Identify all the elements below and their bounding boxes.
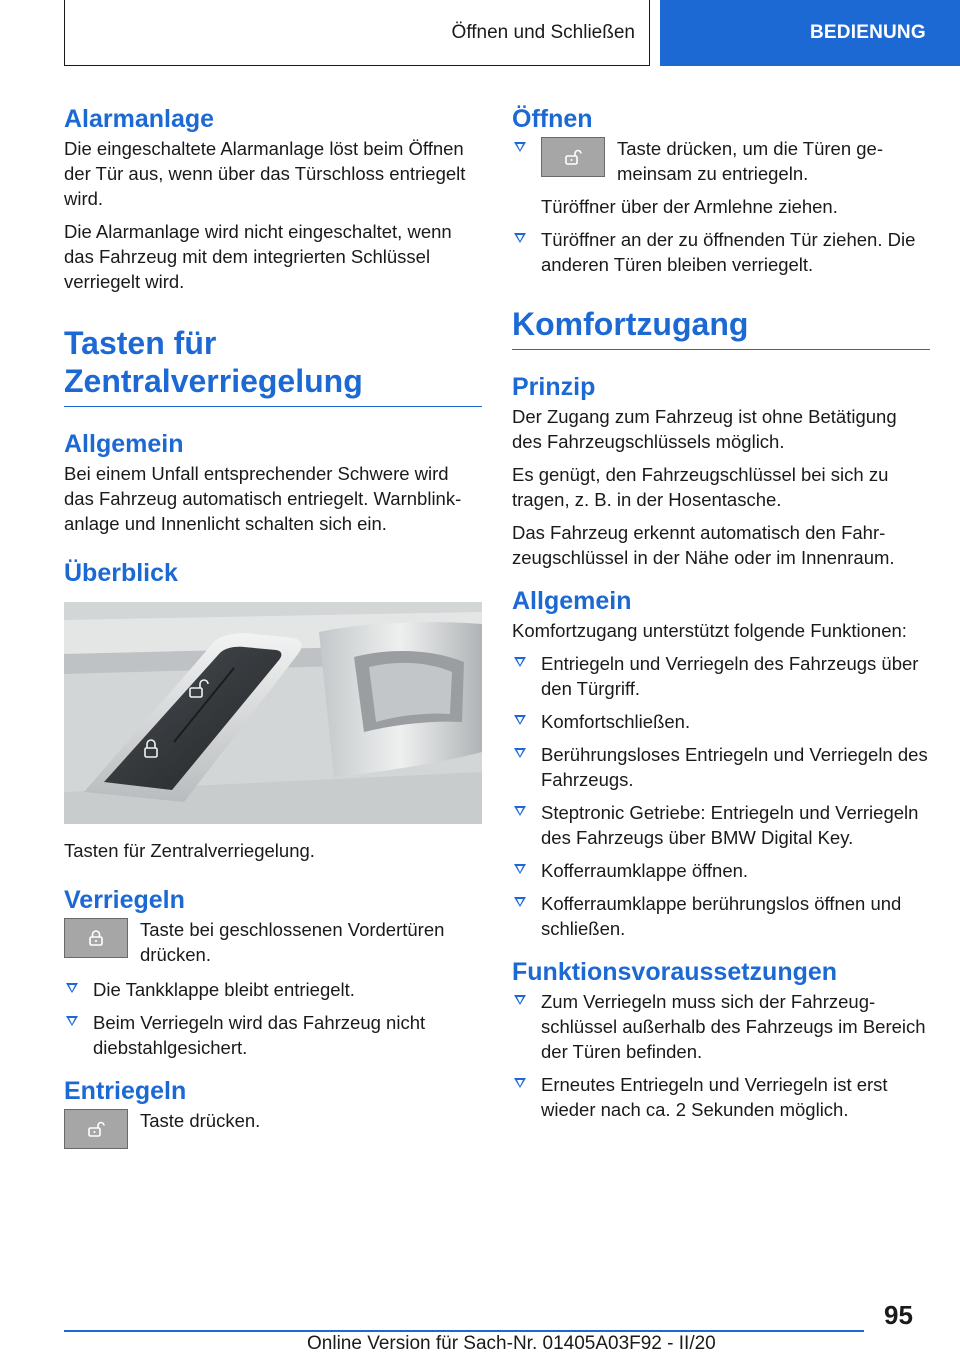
page-number: 95 (884, 1300, 913, 1330)
triangle-bullet-icon (514, 715, 526, 725)
unlock-icon (564, 148, 582, 166)
section-allgemein-left (64, 429, 482, 536)
allgemein-right-intro: Komfortzugang unterstützt folgende Funktionen: (512, 620, 907, 641)
oeffnen-list-2 (512, 227, 930, 277)
list-item: Erneutes Entriegeln und Verriegeln ist erst wieder nach ca. 2 Sekunden möglich. (512, 1072, 930, 1122)
triangle-bullet-icon (514, 748, 526, 758)
oeffnen-list (512, 136, 930, 186)
heading-verriegeln: Verriegeln (64, 886, 185, 914)
triangle-bullet-icon (66, 1016, 78, 1026)
lock-icon (87, 929, 105, 947)
triangle-bullet-icon (514, 1078, 526, 1088)
header-section-title: Öffnen und Schließen (451, 21, 635, 43)
prinzip-paragraph-1: Der Zugang zum Fahrzeug ist ohne Betätigung des Fahrzeugschlüssels möglich. (512, 406, 897, 452)
allgemein-left-paragraph: Bei einem Unfall entsprechender Schwere wird das Fahrzeug automatisch entriegelt. Warnblinkanlage und Innenlicht schalten sich ein. (64, 463, 462, 534)
lock-button-image (64, 918, 128, 958)
list-item: Entriegeln und Verriegeln des Fahrzeugs über den Türgriff. (512, 651, 930, 701)
header-section-box (64, 0, 650, 66)
list-item: Beim Verriegeln wird das Fahrzeug nicht diebstahlgesichert. (64, 1010, 482, 1060)
section-alarmanlage (64, 104, 482, 294)
lock-key-text: Taste bei geschlossenen Vordertüren drücken. (140, 919, 445, 965)
list-item: Türöffner an der zu öffnenden Tür ziehen. Die anderen Türen bleiben verriegelt. (512, 227, 930, 277)
section-komfortzugang (512, 305, 930, 350)
heading-ueberblick: Überblick (64, 559, 178, 587)
section-ueberblick (64, 558, 482, 863)
triangle-bullet-icon (514, 897, 526, 907)
open-key-row (541, 136, 930, 186)
heading-tasten-zentralverriegelung: Tasten für Zentralverriegelung (64, 324, 482, 407)
section-tasten (64, 324, 482, 407)
oeffnen-sub-text: Türöffner über der Armlehne ziehen. (541, 196, 838, 217)
list-item: Kofferraumklappe öffnen. (512, 858, 930, 883)
unlock-button-image (64, 1109, 128, 1149)
prinzip-paragraph-3: Das Fahrzeug erkennt automatisch den Fahrzeugschlüssel in der Nähe oder im Innenraum. (512, 522, 895, 568)
door-panel-illustration (64, 602, 482, 824)
unlock-key-row (64, 1108, 482, 1149)
voraussetzungen-list (512, 989, 930, 1122)
list-item: Berührungsloses Entriegeln und Verriegeln des Fahrzeugs. (512, 742, 930, 792)
right-column (512, 104, 930, 1130)
section-prinzip (512, 372, 930, 570)
heading-alarmanlage: Alarmanlage (64, 105, 215, 133)
footer-divider (64, 1330, 864, 1332)
heading-funktionsvoraussetzungen: Funktionsvoraussetzungen (512, 958, 838, 986)
door-lock-buttons-photo (64, 602, 482, 824)
lock-key-row (64, 917, 482, 967)
list-item: Kofferraumklappe berührungslos öffnen und schließen. (512, 891, 930, 941)
section-oeffnen (512, 104, 930, 277)
heading-allgemein-left: Allgemein (64, 430, 184, 458)
verriegeln-list (64, 977, 482, 1060)
unlock-icon (87, 1120, 105, 1138)
section-funktionsvoraussetzungen (512, 957, 930, 1122)
section-entriegeln (64, 1076, 482, 1149)
left-column (64, 104, 482, 1159)
footer-online-version-link[interactable]: Online Version für Sach-Nr. 01405A03F92 - II/20 (307, 1333, 716, 1354)
section-verriegeln (64, 885, 482, 1060)
open-key-text: Taste drücken, um die Türen gemeinsam zu entriegeln. (617, 138, 884, 184)
triangle-bullet-icon (514, 142, 526, 152)
header-chapter-tab[interactable] (660, 0, 960, 66)
list-item: Steptronic Getriebe: Entriegeln und Verriegeln des Fahrzeugs über BMW Digital Key. (512, 800, 930, 850)
list-item (512, 136, 930, 186)
triangle-bullet-icon (514, 806, 526, 816)
list-item: Die Tankklappe bleibt entriegelt. (64, 977, 482, 1002)
triangle-bullet-icon (514, 864, 526, 874)
heading-komfortzugang: Komfortzugang (512, 305, 930, 350)
prinzip-paragraph-2: Es genügt, den Fahrzeugschlüssel bei sich zu tragen, z. B. in der Hosentasche. (512, 464, 889, 510)
list-item: Komfortschließen. (512, 709, 930, 734)
komfort-functions-list (512, 651, 930, 941)
triangle-bullet-icon (66, 983, 78, 993)
header-chapter-label: BEDIENUNG (810, 22, 926, 43)
alarm-paragraph-1: Die eingeschaltete Alarmanlage löst beim Öffnen der Tür aus, wenn über das Türschloss entriegelt wird. (64, 138, 466, 209)
heading-allgemein-right: Allgemein (512, 587, 632, 615)
section-allgemein-right (512, 586, 930, 941)
photo-caption: Tasten für Zentralverriegelung. (64, 840, 315, 861)
heading-oeffnen: Öffnen (512, 105, 593, 133)
alarm-paragraph-2: Die Alarmanlage wird nicht eingeschaltet, wenn das Fahrzeug mit dem integrierten Schlüssel verriegelt wird. (64, 221, 452, 292)
triangle-bullet-icon (514, 657, 526, 667)
list-item: Zum Verriegeln muss sich der Fahrzeugschlüssel außerhalb des Fahrzeugs im Bereich der Türen befinden. (512, 989, 930, 1064)
unlock-key-text: Taste drücken. (140, 1110, 261, 1131)
heading-prinzip: Prinzip (512, 373, 596, 401)
unlock-button-image (541, 137, 605, 177)
triangle-bullet-icon (514, 995, 526, 1005)
heading-entriegeln: Entriegeln (64, 1077, 187, 1105)
triangle-bullet-icon (514, 233, 526, 243)
